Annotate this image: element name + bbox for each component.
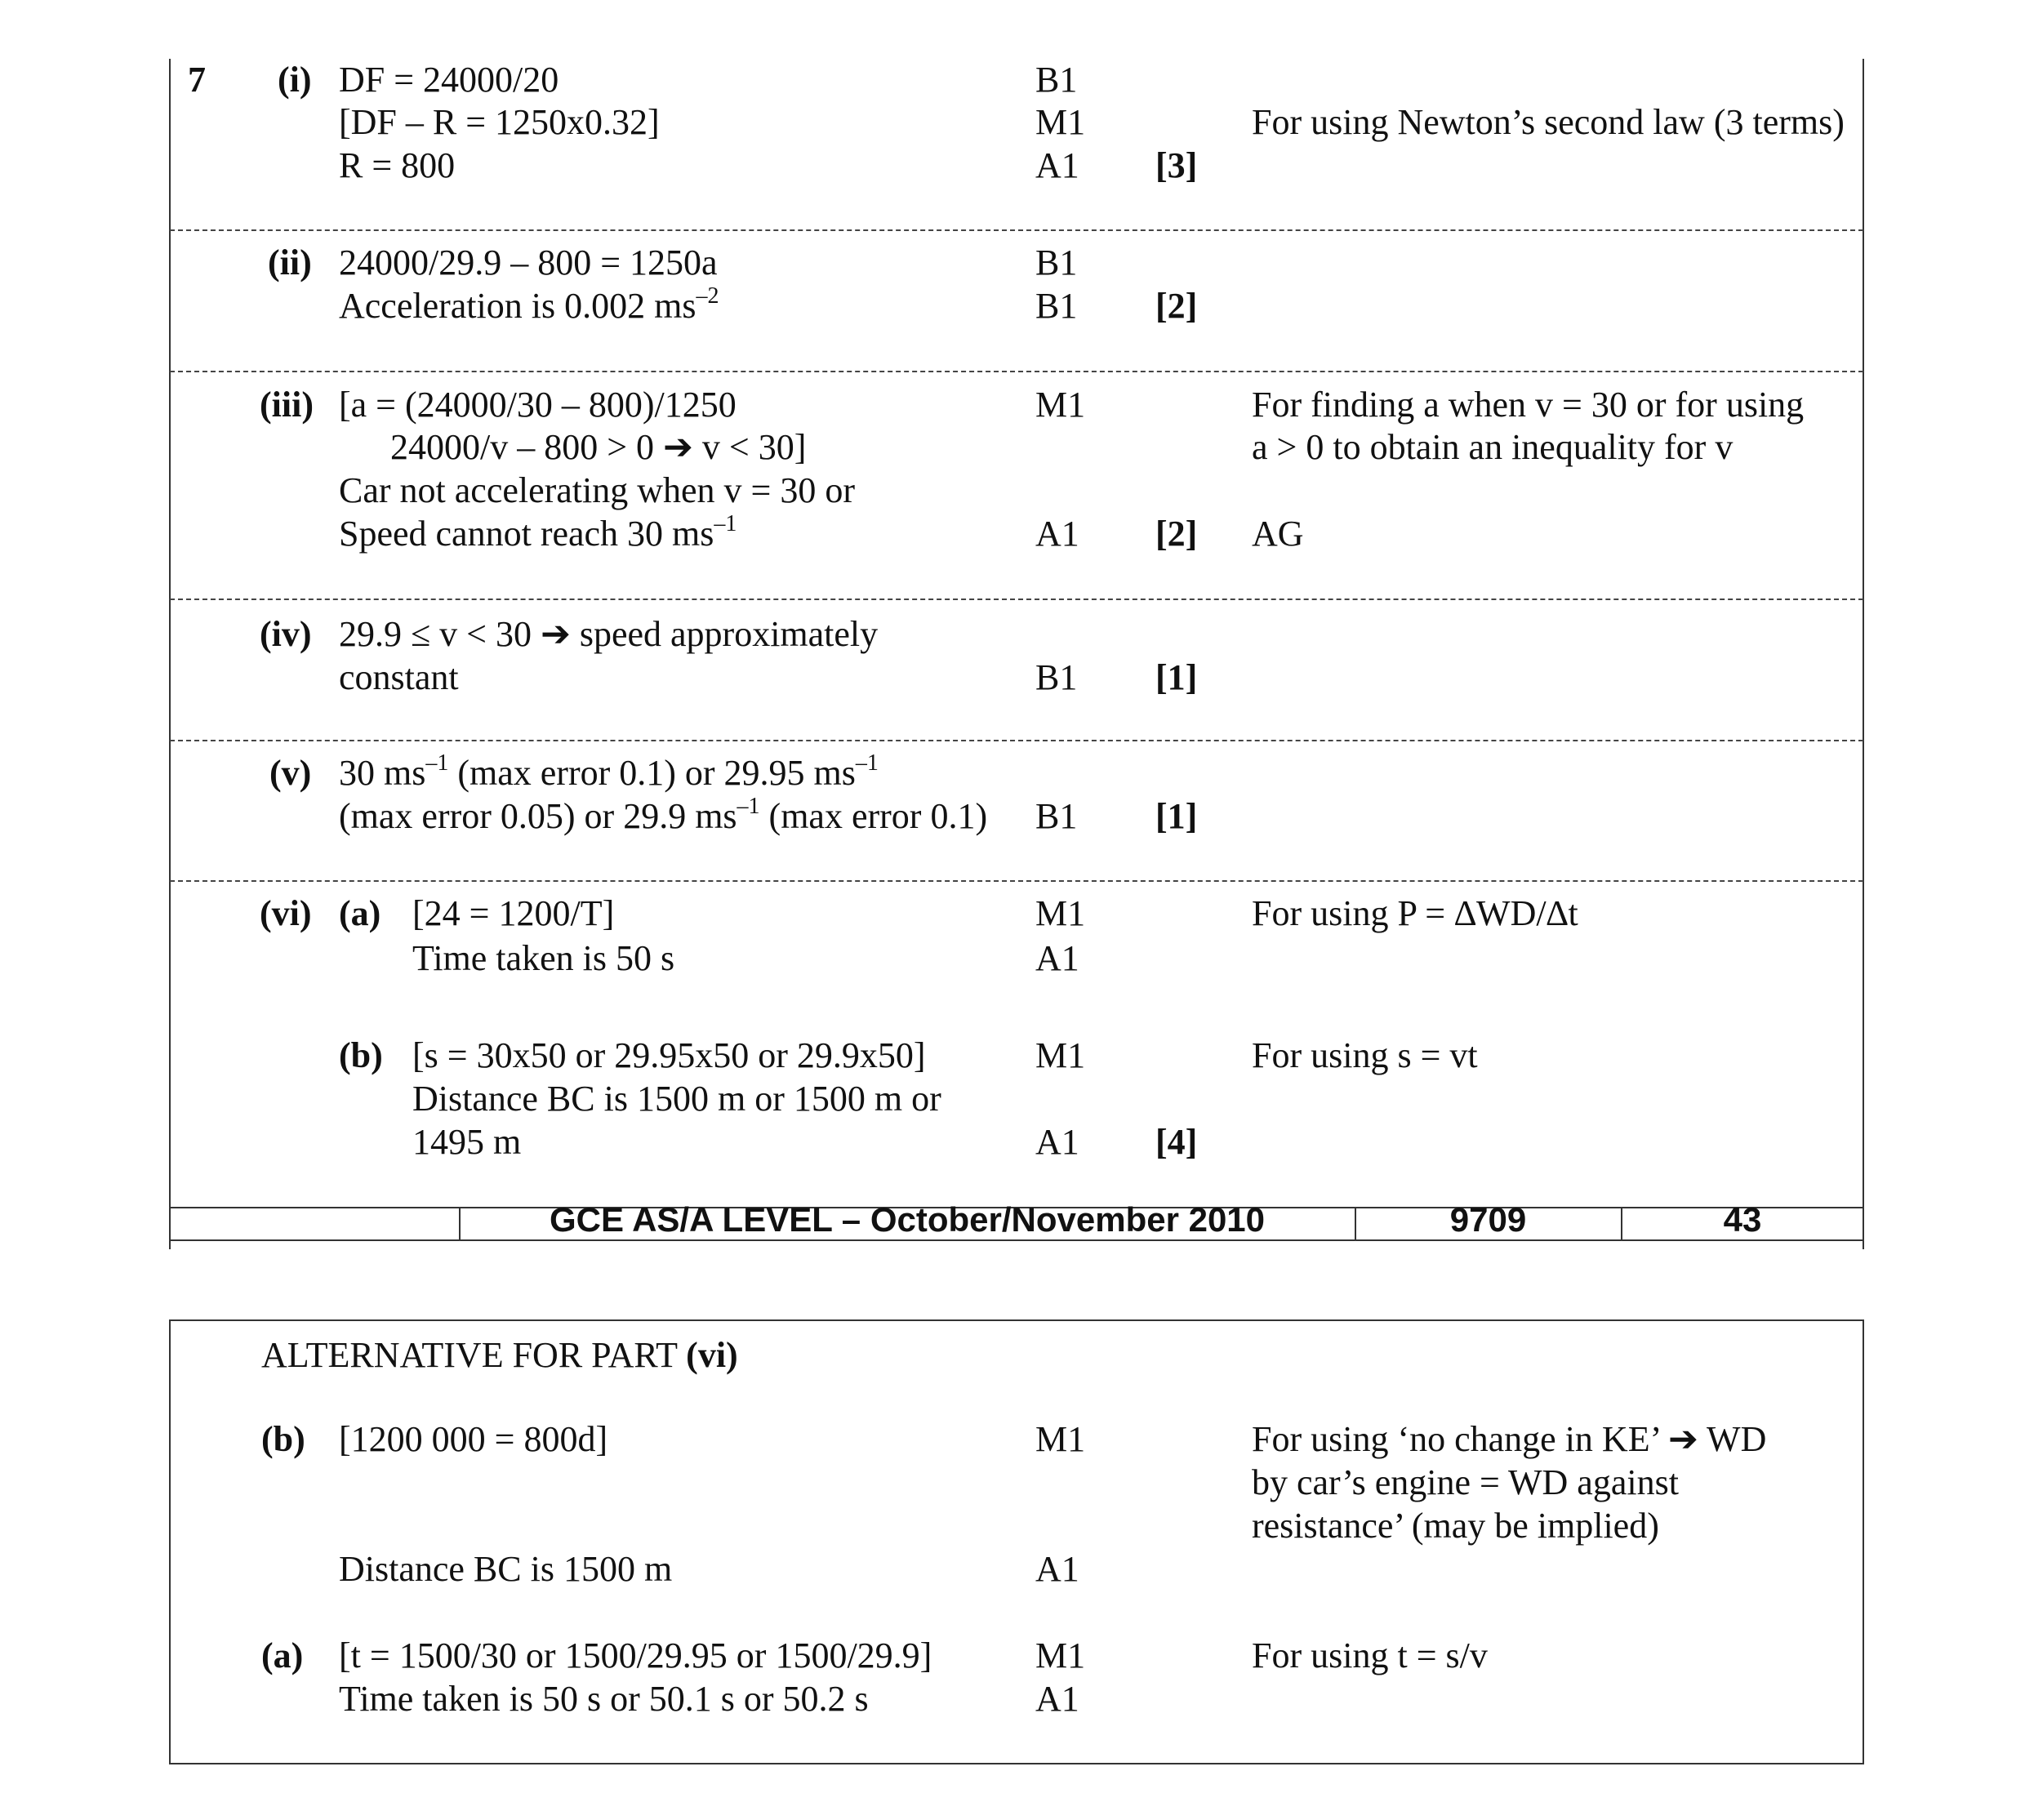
part-label-i: (i): [278, 60, 312, 100]
total-marks: [4]: [1155, 1122, 1198, 1162]
table-left-border: [169, 59, 171, 1249]
total-marks: [2]: [1155, 514, 1198, 554]
answer-line: 24000/29.9 – 800 = 1250a: [339, 243, 718, 283]
mark: B1: [1035, 60, 1078, 100]
answer-line: Distance BC is 1500 m or 1500 m or: [412, 1079, 941, 1119]
mark: B1: [1035, 796, 1078, 836]
guidance-note: resistance’ (may be implied): [1252, 1506, 1659, 1546]
answer-line: constant: [339, 657, 459, 697]
subpart-label-b: (b): [339, 1035, 383, 1075]
answer-line: DF = 24000/20: [339, 60, 559, 100]
answer-line: 1495 m: [412, 1122, 522, 1162]
mark: M1: [1035, 1635, 1086, 1675]
answer-line: 30 $ms^{-1}$ (max error 0.1) or 29.95 $ms^{-1}$: [339, 750, 879, 793]
mark: A1: [1035, 938, 1079, 978]
row-divider: [170, 740, 1863, 741]
part-label-iv: (iv): [260, 614, 312, 654]
part-label-ii: (ii): [268, 243, 312, 283]
footer-exam-title: GCE AS/A LEVEL – October/November 2010: [549, 1200, 1266, 1239]
total-marks: [1]: [1155, 657, 1198, 697]
guidance-note: For using Newton’s second law (3 terms): [1252, 102, 1845, 142]
row-divider: [170, 880, 1863, 882]
answer-line: Distance BC is 1500 m: [339, 1549, 673, 1589]
mark: B1: [1035, 657, 1078, 697]
alt-subpart-label-b: (b): [261, 1419, 305, 1459]
mark: B1: [1035, 286, 1078, 326]
mark: M1: [1035, 1419, 1086, 1459]
part-label-iii: (iii): [260, 385, 314, 425]
total-marks: [1]: [1155, 796, 1198, 836]
row-divider: [170, 229, 1863, 231]
answer-line: 24000/v – 800 > 0 ➔ v < 30]: [390, 427, 807, 467]
guidance-note: For finding a when v = 30 or for using: [1252, 385, 1805, 425]
mark: A1: [1035, 1122, 1079, 1162]
guidance-note: For using s = vt: [1252, 1035, 1478, 1075]
footer-syllabus: 9709: [1449, 1200, 1527, 1239]
row-divider: [170, 371, 1863, 372]
answer-line: [DF – R = 1250x0.32]: [339, 102, 660, 142]
answer-line: [24 = 1200/T]: [412, 893, 615, 933]
mark: B1: [1035, 243, 1078, 283]
row-divider: [170, 599, 1863, 600]
part-label-vi: (vi): [260, 893, 312, 933]
guidance-note: by car’s engine = WD against: [1252, 1462, 1679, 1502]
mark: A1: [1035, 1549, 1079, 1589]
answer-line: (max error 0.05) or 29.9 $ms^{-1}$ (max error 0.1): [339, 794, 988, 836]
total-marks: [2]: [1155, 286, 1198, 326]
guidance-note: a > 0 to obtain an inequality for v: [1252, 427, 1733, 467]
footer-bottom-border: [169, 1239, 1864, 1241]
answer-line: 29.9 ≤ v < 30 ➔ speed approximately: [339, 614, 879, 654]
mark: M1: [1035, 385, 1086, 425]
question-number: 7: [188, 60, 206, 100]
mark: A1: [1035, 145, 1079, 185]
mark: M1: [1035, 102, 1086, 142]
total-marks: [3]: [1155, 145, 1198, 185]
answer-line: Car not accelerating when v = 30 or: [339, 470, 856, 510]
answer-line: R = 800: [339, 145, 456, 185]
answer-line: [s = 30x50 or 29.95x50 or 29.9x50]: [412, 1035, 926, 1075]
part-label-v: (v): [269, 753, 312, 793]
answer-line: Speed cannot reach 30 $ms^{-1}$: [339, 511, 737, 554]
mark: A1: [1035, 514, 1079, 554]
answer-line: Time taken is 50 s or 50.1 s or 50.2 s: [339, 1679, 869, 1719]
table-right-border: [1863, 59, 1864, 1249]
answer-line: [a = (24000/30 – 800)/1250: [339, 385, 737, 425]
guidance-note: For using P = ∆WD/∆t: [1252, 893, 1578, 933]
answer-line: Acceleration is 0.002 $ms^{-2}$: [339, 283, 719, 326]
mark: A1: [1035, 1679, 1079, 1719]
guidance-note: AG: [1252, 514, 1304, 554]
guidance-note: For using ‘no change in KE’ ➔ WD: [1252, 1419, 1767, 1459]
answer-line: Time taken is 50 s: [412, 938, 675, 978]
alternative-heading: ALTERNATIVE FOR PART (vi): [261, 1335, 738, 1375]
answer-line: [1200 000 = 800d]: [339, 1419, 608, 1459]
subpart-label-a: (a): [339, 893, 381, 933]
answer-line: [t = 1500/30 or 1500/29.95 or 1500/29.9]: [339, 1635, 932, 1675]
guidance-note: For using t = s/v: [1252, 1635, 1488, 1675]
alt-subpart-label-a: (a): [261, 1635, 304, 1675]
footer-paper: 43: [1723, 1200, 1762, 1239]
mark: M1: [1035, 893, 1086, 933]
mark: M1: [1035, 1035, 1086, 1075]
